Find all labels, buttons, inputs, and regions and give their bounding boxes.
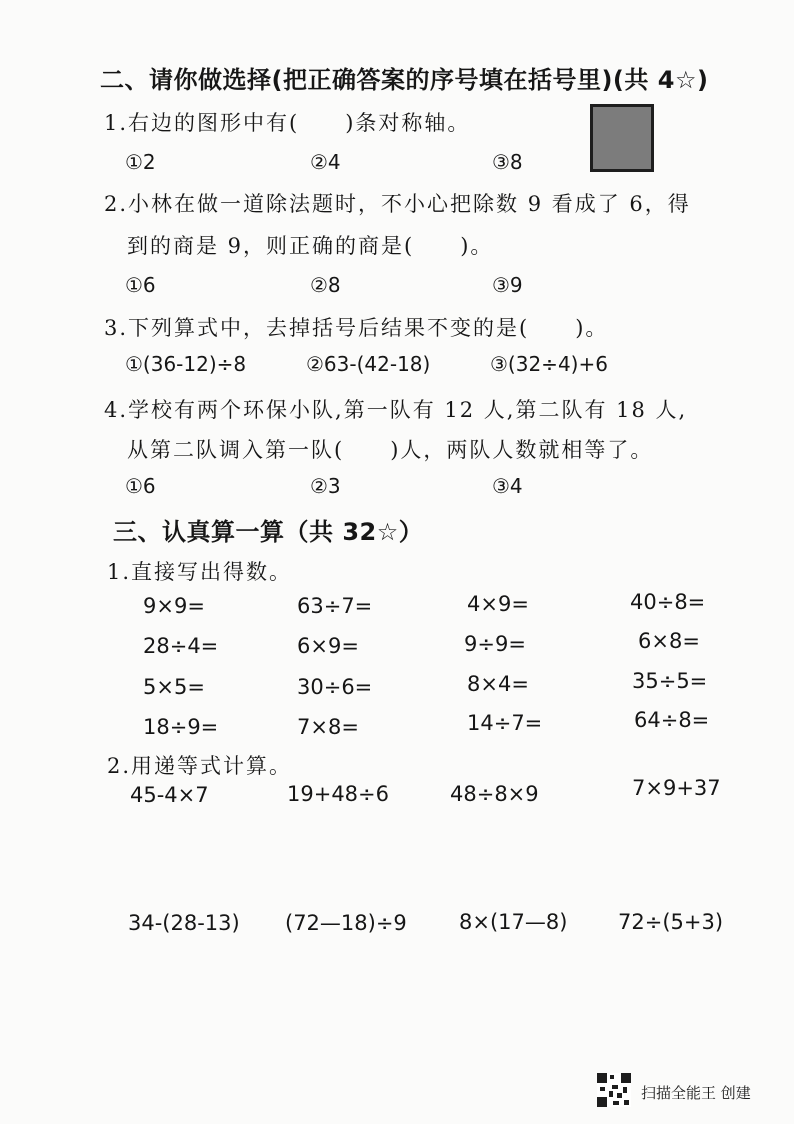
q2-option-1: ①6 — [125, 273, 156, 297]
section-2-title: 二、请你做选择(把正确答案的序号填在括号里)(共 4☆) — [100, 66, 709, 94]
oral-calc: 14÷7= — [467, 711, 543, 735]
q1-option-3: ③8 — [492, 150, 523, 174]
oral-calc: 63÷7= — [297, 594, 373, 618]
oral-calc: 7×8= — [297, 715, 359, 739]
oral-calc: 40÷8= — [630, 590, 706, 614]
stepwise-expression: 72÷(5+3) — [618, 910, 724, 934]
oral-calc: 9÷9= — [464, 632, 526, 656]
q4-option-2: ②3 — [310, 474, 341, 498]
q3-option-3: ③(32÷4)+6 — [490, 352, 608, 376]
stepwise-expression: 45-4×7 — [130, 783, 209, 807]
square-figure — [590, 104, 654, 172]
q3-option-1: ①(36-12)÷8 — [125, 352, 247, 376]
question-4-line-2: 从第二队调入第一队( )人，两队人数就相等了。 — [127, 438, 654, 462]
stepwise-expression: 8×(17—8) — [459, 910, 568, 934]
q1-option-1: ①2 — [125, 150, 156, 174]
q4-option-3: ③4 — [492, 474, 523, 498]
oral-calc: 28÷4= — [143, 634, 219, 658]
oral-calc: 6×8= — [638, 629, 700, 653]
question-3-text: 3.下列算式中，去掉括号后结果不变的是( )。 — [104, 316, 609, 340]
part-2-title: 2.用递等式计算。 — [107, 754, 293, 778]
oral-calc: 8×4= — [467, 672, 529, 696]
q4-option-1: ①6 — [125, 474, 156, 498]
oral-calc: 18÷9= — [143, 715, 219, 739]
oral-calc: 6×9= — [297, 634, 359, 658]
part-1-title: 1.直接写出得数。 — [107, 560, 293, 584]
question-4-line-1: 4.学校有两个环保小队,第一队有 12 人,第二队有 18 人, — [104, 398, 688, 422]
oral-calc: 9×9= — [143, 594, 205, 618]
stepwise-expression: 7×9+37 — [632, 776, 721, 800]
oral-calc: 4×9= — [467, 592, 529, 616]
oral-calc: 35÷5= — [632, 669, 708, 693]
question-2-line-1: 2.小林在做一道除法题时，不小心把除数 9 看成了 6，得 — [104, 192, 691, 216]
section-3-title: 三、认真算一算（共 32☆） — [113, 518, 424, 546]
scanner-watermark: 扫描全能王 创建 — [641, 1084, 751, 1102]
stepwise-expression: (72—18)÷9 — [285, 911, 407, 935]
q1-option-2: ②4 — [310, 150, 341, 174]
stepwise-expression: 34-(28-13) — [128, 911, 240, 935]
q3-option-2: ②63-(42-18) — [306, 352, 431, 376]
oral-calc: 64÷8= — [634, 708, 710, 732]
qr-code-icon — [597, 1073, 631, 1107]
question-1-text: 1.右边的图形中有( )条对称轴。 — [104, 111, 471, 135]
question-2-line-2: 到的商是 9，则正确的商是( )。 — [127, 234, 494, 258]
stepwise-expression: 19+48÷6 — [287, 782, 389, 806]
oral-calc: 5×5= — [143, 675, 205, 699]
q2-option-3: ③9 — [492, 273, 523, 297]
stepwise-expression: 48÷8×9 — [450, 782, 539, 806]
q2-option-2: ②8 — [310, 273, 341, 297]
oral-calc: 30÷6= — [297, 675, 373, 699]
